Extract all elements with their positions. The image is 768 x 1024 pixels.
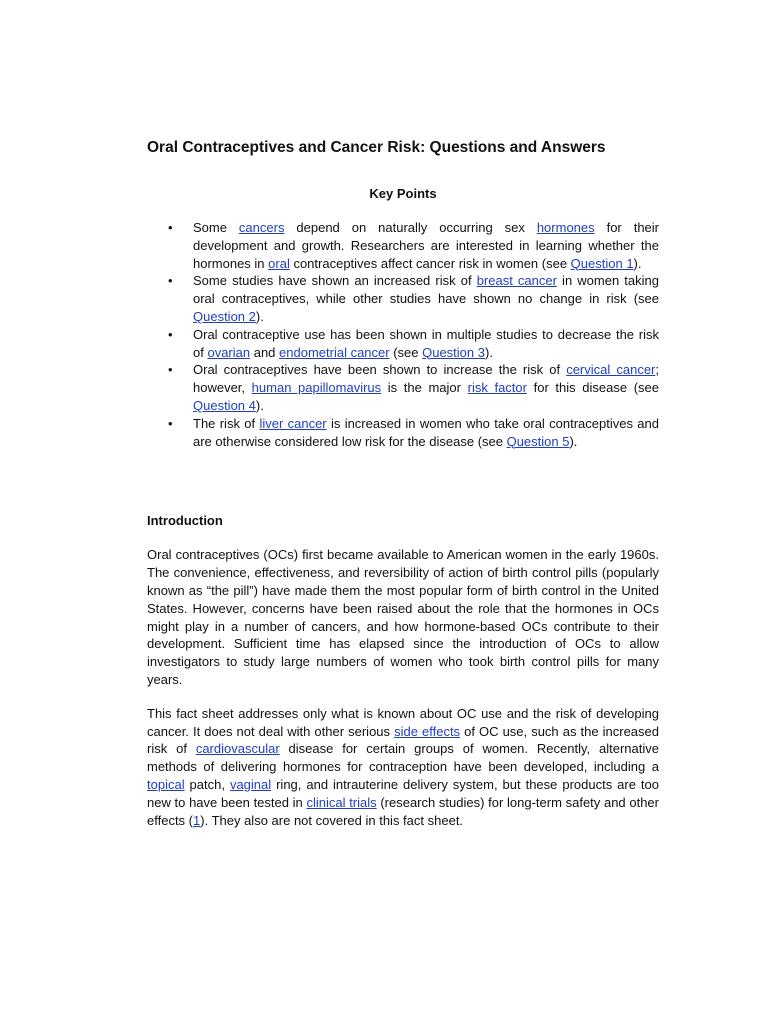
text-run: Some studies have shown an increased risk of [193, 273, 477, 289]
text-run: (see [389, 344, 423, 360]
key-point-item [147, 415, 659, 451]
text-run: ; however, [193, 362, 659, 396]
key-point-item [147, 361, 659, 414]
key-point-item [147, 219, 659, 272]
inline-link[interactable]: Question 3 [422, 344, 485, 360]
text-run: Oral contraceptives have been shown to increase the risk of [193, 362, 567, 378]
inline-link[interactable]: Question 5 [506, 433, 570, 449]
inline-link[interactable]: cancers [238, 220, 285, 235]
text-run: contraceptives affect cancer risk in women (see [289, 255, 571, 271]
key-points-heading: Key Points [369, 186, 437, 201]
text-run: Oral contraceptives (OCs) first became available to American women in the early 1960s. The convenience, effectiveness, and reversibility of action of birth control pills (popularly known as “the pill”) have made them the most popular form of birth control in the United States. However, concerns have been raised about the role that the hormones in OCs might play in a number of cancers, and how hormone-based OCs contribute to their development. Sufficient time has elapsed since the introduction of OCs to allow investigators to study large numbers of women who took birth control pills for many years. [147, 547, 659, 687]
text-run: depend on naturally occurring sex [284, 220, 537, 235]
inline-link[interactable]: human papillomavirus [251, 380, 382, 396]
inline-link[interactable]: topical [147, 776, 185, 792]
inline-link[interactable]: Question 1 [570, 255, 634, 271]
text-run: for this disease (see [526, 380, 659, 396]
text-run: ). [484, 344, 493, 360]
text-run: and [250, 344, 280, 360]
text-run: patch, [184, 776, 230, 792]
inline-link[interactable]: clinical trials [306, 794, 377, 810]
inline-link[interactable]: hormones [536, 220, 595, 235]
text-run: of OC use, such as the increased risk of [147, 723, 659, 757]
text-run: ). [255, 308, 264, 324]
page-title: Oral Contraceptives and Cancer Risk: Questions and Answers [147, 139, 606, 156]
text-run: ). [255, 397, 264, 413]
text-run: disease for certain groups of women. Recently, alternative methods of delivering hormones for contraception have been developed, including a [147, 741, 659, 775]
text-run: Some [193, 220, 239, 235]
key-point-item [147, 272, 659, 325]
inline-link[interactable]: oral [268, 255, 290, 271]
text-run: ). [633, 255, 642, 271]
body-paragraph [147, 705, 659, 830]
text-run: (research studies) for long-term safety and other effects ( [147, 794, 659, 828]
bullet-icon: • [168, 326, 173, 342]
text-run: The risk of [193, 415, 260, 431]
introduction-body [147, 546, 659, 829]
bullet-icon: • [168, 273, 173, 289]
text-run: This fact sheet addresses only what is known about OC use and the risk of developing cancer. It does not deal with other serious [147, 705, 659, 739]
text-run: ring, and intrauterine delivery system, but these products are too new to have been tested in [147, 776, 660, 810]
inline-link[interactable]: vaginal [229, 776, 272, 792]
document-content [147, 138, 659, 829]
inline-link[interactable]: Question 4 [193, 397, 256, 413]
text-run: is the major [381, 380, 468, 396]
bullet-icon: • [168, 415, 173, 431]
text-run: Oral contraceptive use has been shown in multiple studies to decrease the risk of [193, 326, 659, 360]
text-run: is increased in women who take oral contraceptives and are otherwise considered low risk for the disease (see [193, 415, 659, 449]
inline-link[interactable]: ovarian [207, 344, 251, 360]
inline-link[interactable]: cardiovascular [195, 741, 280, 757]
inline-link[interactable]: endometrial cancer [279, 344, 390, 360]
inline-link[interactable]: breast cancer [476, 273, 557, 289]
inline-link[interactable]: side effects [394, 723, 461, 739]
text-run: ). They also are not covered in this fact sheet. [200, 812, 464, 828]
introduction-heading: Introduction [147, 513, 223, 529]
key-point-item [147, 326, 659, 362]
inline-link[interactable]: 1 [193, 812, 201, 828]
text-run: ). [569, 433, 578, 449]
key-points-list [147, 219, 659, 450]
inline-link[interactable]: liver cancer [259, 415, 327, 431]
bullet-icon: • [168, 362, 173, 378]
bullet-icon: • [168, 220, 173, 235]
inline-link[interactable]: cervical cancer [566, 362, 656, 378]
inline-link[interactable]: risk factor [467, 380, 527, 396]
text-run: in women taking oral contraceptives, while other studies have shown no change in risk (see [193, 273, 659, 307]
text-run: for their development and growth. Researchers are interested in learning whether the hormones in [193, 220, 659, 271]
inline-link[interactable]: Question 2 [193, 308, 256, 324]
body-paragraph [147, 546, 659, 688]
